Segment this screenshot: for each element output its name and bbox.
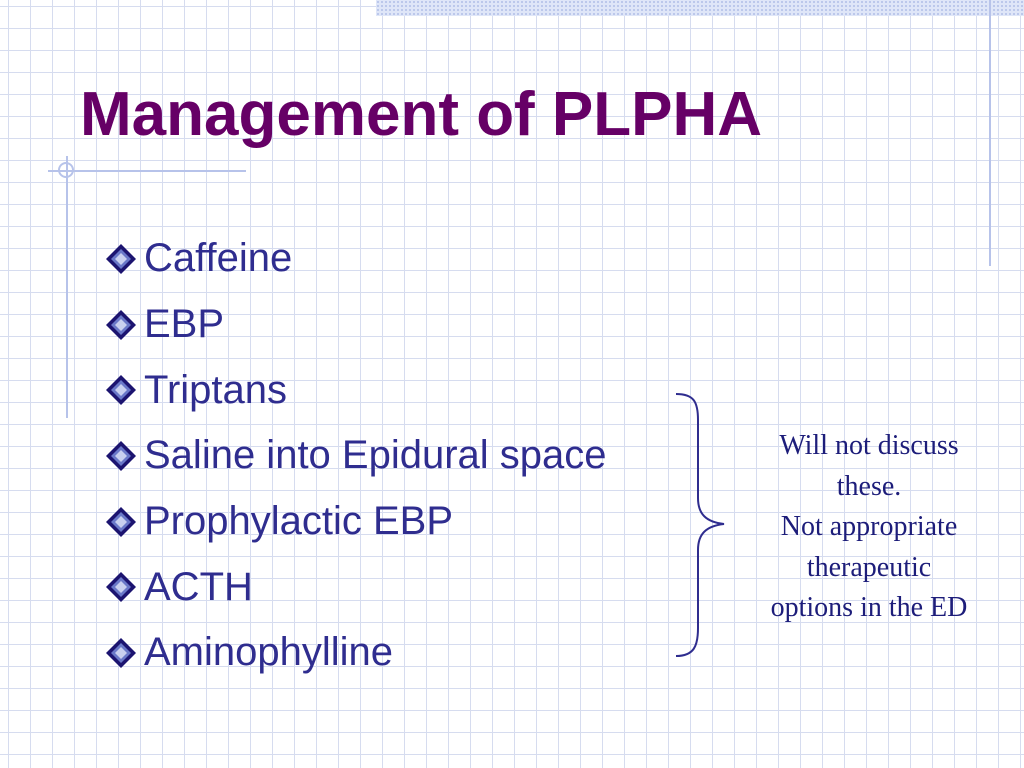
bullet-text: Saline into Epidural space [144, 433, 607, 478]
bullet-text: Aminophylline [144, 630, 394, 675]
diamond-bullet-icon [104, 439, 138, 473]
bullet-text: Triptans [144, 367, 288, 412]
bullet-item [104, 489, 607, 555]
diamond-bullet-icon [104, 570, 138, 604]
note-line: options in the ED [770, 592, 968, 623]
bullet-item [104, 357, 607, 423]
note-line: therapeutic [806, 551, 932, 583]
bullet-item [104, 554, 607, 620]
bullet-item [104, 292, 607, 358]
diamond-bullet-icon [104, 242, 138, 276]
diamond-bullet-icon [104, 373, 138, 407]
decorative-ring-icon [58, 162, 74, 178]
bullet-item [104, 620, 607, 686]
decorative-right-rule [989, 0, 991, 266]
note-line: these. [836, 470, 902, 502]
right-curly-brace-icon [672, 390, 732, 660]
note-line: Not appropriate [780, 511, 958, 542]
bullet-item [104, 423, 607, 489]
bullet-item [104, 226, 607, 292]
diamond-bullet-icon [104, 308, 138, 342]
decorative-title-underline [48, 170, 246, 172]
diamond-bullet-icon [104, 505, 138, 539]
bullet-text: Caffeine [144, 236, 293, 281]
bullet-text: EBP [144, 302, 225, 347]
bullet-text: ACTH [144, 564, 253, 609]
decorative-top-bar [376, 0, 1024, 16]
slide-title: Management of PLPHA [80, 80, 763, 149]
bullet-list [104, 226, 607, 686]
diamond-bullet-icon [104, 636, 138, 670]
decorative-left-rule [66, 156, 68, 418]
side-note [744, 426, 994, 629]
note-line: Will not discuss [779, 430, 959, 461]
bullet-text: Prophylactic EBP [144, 499, 454, 544]
